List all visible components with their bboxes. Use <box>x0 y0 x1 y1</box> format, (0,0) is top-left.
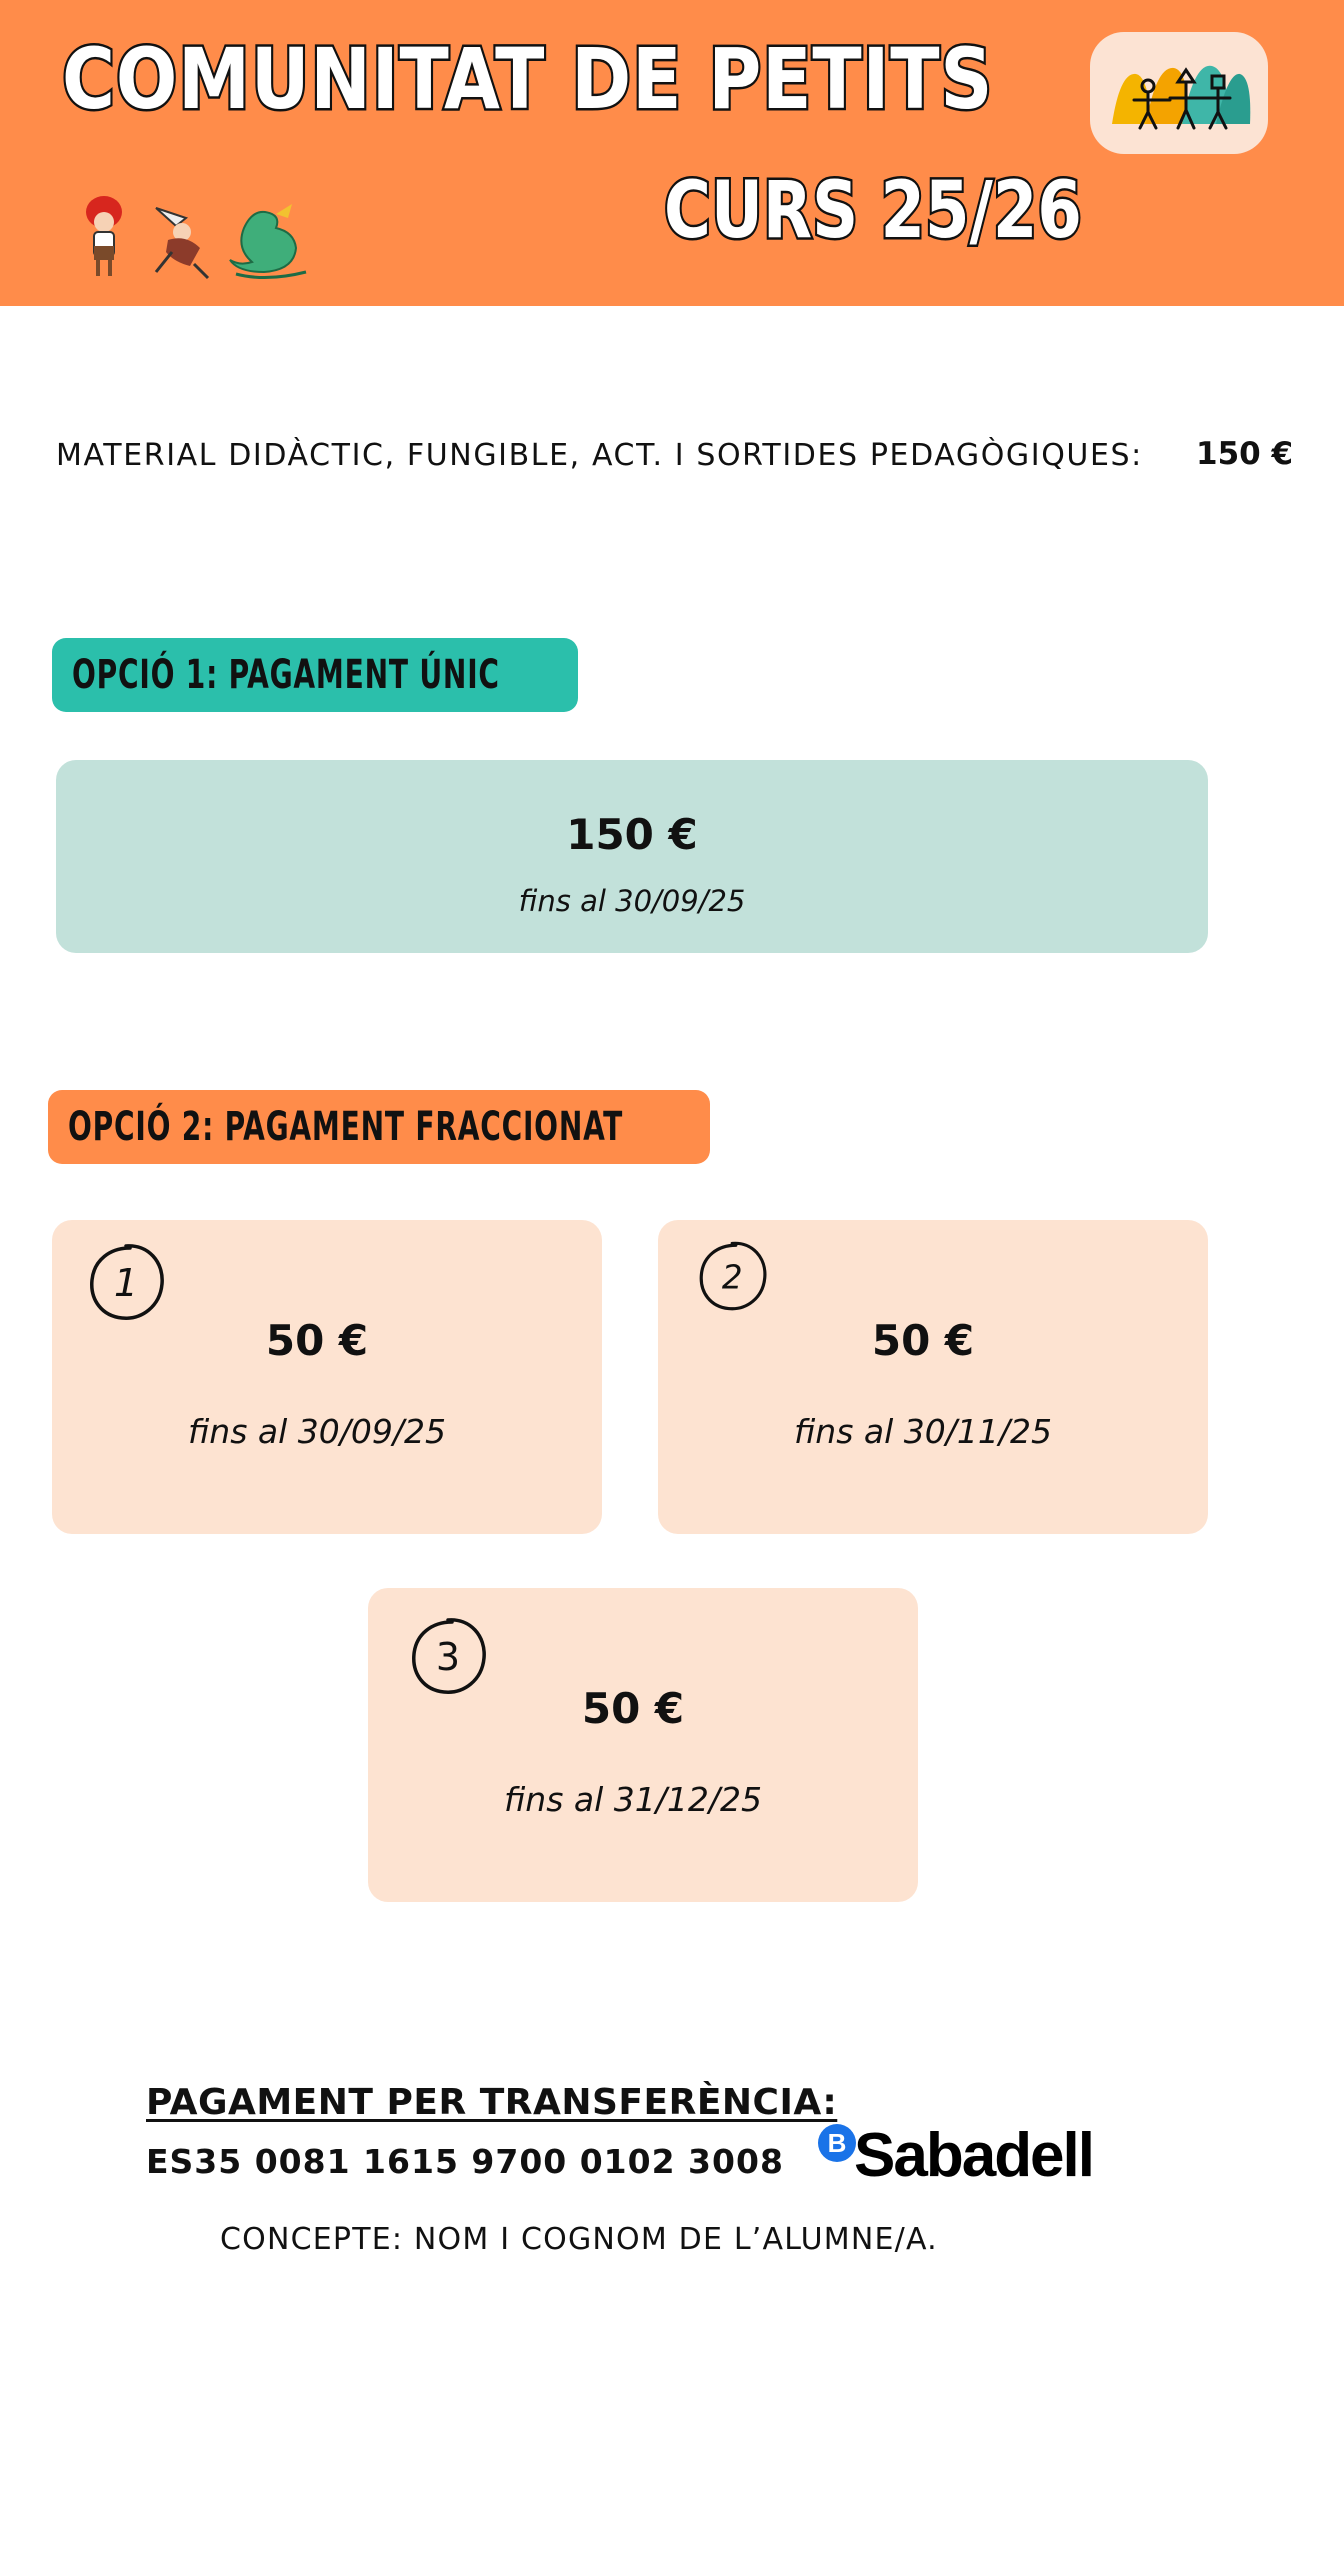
option1-amount: 150 € <box>566 810 698 859</box>
installment-card-2 <box>658 1220 1208 1534</box>
payment-title: PAGAMENT PER TRANSFERÈNCIA: <box>146 2082 838 2123</box>
number-circle-icon <box>84 1240 168 1324</box>
course-label: CURS 25/26 <box>664 166 1082 256</box>
installment-amount-2: 50 € <box>871 1316 975 1365</box>
installment-amount-1: 50 € <box>265 1316 369 1365</box>
installment-number-1: 1 <box>113 1261 139 1305</box>
installment-card-3 <box>368 1588 918 1902</box>
bank-name: Sabadell <box>854 2121 1093 2190</box>
bank-badge-icon: B <box>818 2124 856 2162</box>
iban-number: ES35 0081 1615 9700 0102 3008 <box>146 2142 784 2181</box>
option1-label-text: OPCIÓ 1: PAGAMENT ÚNIC <box>72 652 500 698</box>
option1-until: fins al 30/09/25 <box>518 884 746 918</box>
number-circle-icon <box>696 1236 772 1316</box>
school-logo <box>1090 32 1268 154</box>
option2-label-text: OPCIÓ 2: PAGAMENT FRACCIONAT <box>68 1104 624 1150</box>
option1-card <box>56 760 1208 953</box>
header-banner <box>0 0 1344 306</box>
option1-label <box>52 638 578 712</box>
installment-number-2: 2 <box>721 1258 743 1297</box>
installment-card-1 <box>52 1220 602 1534</box>
installment-until-2: fins al 30/11/25 <box>793 1412 1052 1451</box>
page-title: COMUNITAT DE PETITS <box>62 30 994 128</box>
installment-until-3: fins al 31/12/25 <box>503 1780 762 1819</box>
installment-number-3: 3 <box>435 1635 461 1679</box>
storybook-characters-icon <box>76 188 356 284</box>
material-price: 150 € <box>1196 436 1294 472</box>
material-label: MATERIAL DIDÀCTIC, FUNGIBLE, ACT. I SORTIDES PEDAGÒGIQUES: <box>56 438 1143 473</box>
installment-amount-3: 50 € <box>581 1684 685 1733</box>
option2-label <box>48 1090 710 1164</box>
installment-until-1: fins al 30/09/25 <box>187 1412 446 1451</box>
school-logo-icon <box>1090 32 1268 154</box>
payment-concept: CONCEPTE: NOM I COGNOM DE L’ALUMNE/A. <box>220 2222 938 2257</box>
